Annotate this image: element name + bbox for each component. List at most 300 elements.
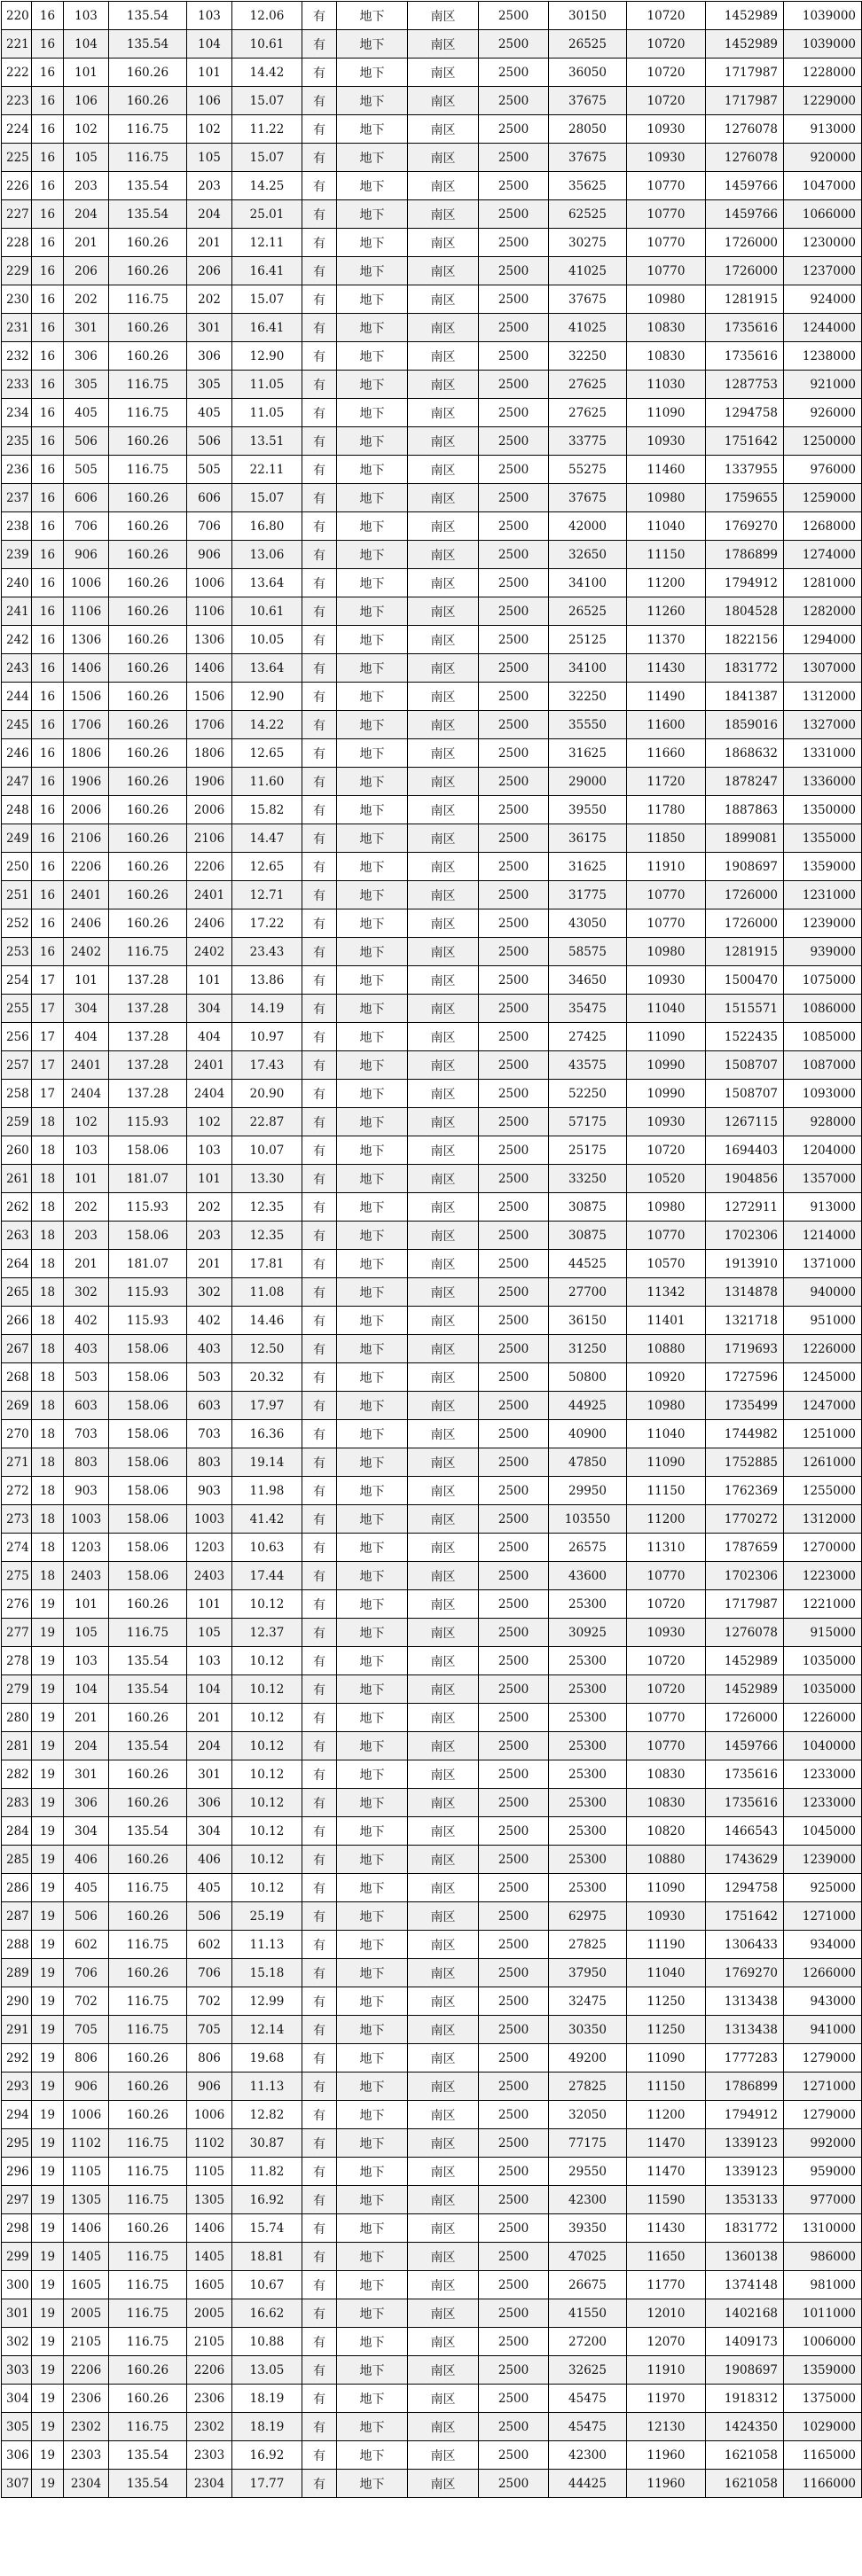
fee-total-cell: 29000 [549, 768, 627, 796]
building-cell: 19 [32, 2044, 64, 2073]
room-cell: 705 [64, 2016, 109, 2044]
table-row [2, 427, 862, 456]
room-area-cell: 137.28 [109, 995, 187, 1023]
total-price-cell: 1336000 [784, 768, 862, 796]
table-row [2, 115, 862, 144]
parking-no-cell: 1306 [187, 626, 232, 654]
parking-no-cell: 705 [187, 2016, 232, 2044]
has-parking-cell: 有 [302, 1675, 337, 1704]
row-index-cell: 274 [2, 1534, 32, 1562]
location-cell: 地下 [337, 2016, 408, 2044]
unit-total-cell: 1726000 [706, 1704, 784, 1732]
unit-price-cell: 10720 [627, 87, 706, 115]
parking-no-cell: 406 [187, 1846, 232, 1874]
zone-cell: 南区 [408, 739, 479, 768]
room-cell: 304 [64, 1817, 109, 1846]
building-cell: 19 [32, 2073, 64, 2101]
location-cell: 地下 [337, 1562, 408, 1590]
row-index-cell: 229 [2, 257, 32, 285]
building-cell: 19 [32, 1675, 64, 1704]
building-cell: 16 [32, 824, 64, 853]
unit-price-cell: 10990 [627, 1080, 706, 1108]
room-cell: 403 [64, 1335, 109, 1363]
has-parking-cell: 有 [302, 1987, 337, 2016]
unit-price-cell: 11250 [627, 2016, 706, 2044]
unit-fee-cell: 2500 [479, 1846, 549, 1874]
row-index-cell: 260 [2, 1136, 32, 1165]
unit-price-cell: 10830 [627, 1789, 706, 1817]
unit-fee-cell: 2500 [479, 1874, 549, 1902]
room-area-cell: 160.26 [109, 2356, 187, 2385]
room-area-cell: 160.26 [109, 512, 187, 541]
fee-total-cell: 37675 [549, 484, 627, 512]
row-index-cell: 226 [2, 172, 32, 200]
parking-area-cell: 12.11 [232, 229, 302, 257]
unit-total-cell: 1314878 [706, 1278, 784, 1307]
unit-total-cell: 1908697 [706, 2356, 784, 2385]
location-cell: 地下 [337, 824, 408, 853]
zone-cell: 南区 [408, 1647, 479, 1675]
row-index-cell: 283 [2, 1789, 32, 1817]
location-cell: 地下 [337, 597, 408, 626]
location-cell: 地下 [337, 853, 408, 881]
room-cell: 2302 [64, 2413, 109, 2441]
row-index-cell: 289 [2, 1959, 32, 1987]
room-area-cell: 116.75 [109, 399, 187, 427]
unit-total-cell: 1769270 [706, 1959, 784, 1987]
has-parking-cell: 有 [302, 314, 337, 342]
location-cell: 地下 [337, 768, 408, 796]
room-cell: 2106 [64, 824, 109, 853]
row-index-cell: 295 [2, 2129, 32, 2158]
unit-total-cell: 1831772 [706, 2214, 784, 2243]
location-cell: 地下 [337, 342, 408, 371]
fee-total-cell: 35550 [549, 711, 627, 739]
unit-price-cell: 11342 [627, 1278, 706, 1307]
unit-price-cell: 10990 [627, 1051, 706, 1080]
location-cell: 地下 [337, 1250, 408, 1278]
location-cell: 地下 [337, 200, 408, 229]
location-cell: 地下 [337, 2, 408, 30]
parking-area-cell: 25.01 [232, 200, 302, 229]
zone-cell: 南区 [408, 427, 479, 456]
row-index-cell: 290 [2, 1987, 32, 2016]
total-price-cell: 1294000 [784, 626, 862, 654]
table-row [2, 796, 862, 824]
room-cell: 106 [64, 87, 109, 115]
room-area-cell: 116.75 [109, 1931, 187, 1959]
has-parking-cell: 有 [302, 1363, 337, 1392]
room-area-cell: 116.75 [109, 1619, 187, 1647]
room-area-cell: 116.75 [109, 938, 187, 966]
total-price-cell: 925000 [784, 1874, 862, 1902]
unit-fee-cell: 2500 [479, 342, 549, 371]
has-parking-cell: 有 [302, 1420, 337, 1448]
zone-cell: 南区 [408, 626, 479, 654]
table-row [2, 1619, 862, 1647]
has-parking-cell: 有 [302, 2129, 337, 2158]
room-cell: 306 [64, 1789, 109, 1817]
fee-total-cell: 55275 [549, 456, 627, 484]
unit-total-cell: 1294758 [706, 399, 784, 427]
has-parking-cell: 有 [302, 1874, 337, 1902]
location-cell: 地下 [337, 1023, 408, 1051]
fee-total-cell: 26575 [549, 1534, 627, 1562]
room-area-cell: 116.75 [109, 1874, 187, 1902]
room-cell: 1506 [64, 683, 109, 711]
unit-price-cell: 11910 [627, 853, 706, 881]
parking-no-cell: 2206 [187, 853, 232, 881]
parking-no-cell: 305 [187, 371, 232, 399]
unit-fee-cell: 2500 [479, 1619, 549, 1647]
unit-fee-cell: 2500 [479, 257, 549, 285]
parking-area-cell: 16.92 [232, 2441, 302, 2470]
zone-cell: 南区 [408, 1505, 479, 1534]
row-index-cell: 263 [2, 1222, 32, 1250]
zone-cell: 南区 [408, 1789, 479, 1817]
table-row [2, 824, 862, 853]
room-area-cell: 160.26 [109, 2044, 187, 2073]
table-row [2, 1789, 862, 1817]
room-cell: 102 [64, 1108, 109, 1136]
table-row [2, 1448, 862, 1477]
unit-total-cell: 1459766 [706, 172, 784, 200]
unit-fee-cell: 2500 [479, 1136, 549, 1165]
unit-total-cell: 1515571 [706, 995, 784, 1023]
room-cell: 2206 [64, 2356, 109, 2385]
table-row [2, 30, 862, 59]
room-area-cell: 116.75 [109, 2413, 187, 2441]
parking-area-cell: 41.42 [232, 1505, 302, 1534]
unit-price-cell: 11770 [627, 2271, 706, 2299]
building-cell: 16 [32, 796, 64, 824]
table-row [2, 2385, 862, 2413]
parking-no-cell: 304 [187, 995, 232, 1023]
unit-price-cell: 10720 [627, 2, 706, 30]
zone-cell: 南区 [408, 1477, 479, 1505]
unit-total-cell: 1272911 [706, 1193, 784, 1222]
parking-area-cell: 13.64 [232, 654, 302, 683]
total-price-cell: 1281000 [784, 569, 862, 597]
unit-total-cell: 1717987 [706, 87, 784, 115]
parking-area-cell: 12.14 [232, 2016, 302, 2044]
unit-price-cell: 11660 [627, 739, 706, 768]
row-index-cell: 307 [2, 2470, 32, 2498]
location-cell: 地下 [337, 2044, 408, 2073]
unit-total-cell: 1787659 [706, 1534, 784, 1562]
location-cell: 地下 [337, 2356, 408, 2385]
zone-cell: 南区 [408, 938, 479, 966]
room-cell: 1003 [64, 1505, 109, 1534]
fee-total-cell: 32250 [549, 683, 627, 711]
total-price-cell: 1375000 [784, 2385, 862, 2413]
location-cell: 地下 [337, 1420, 408, 1448]
building-cell: 16 [32, 881, 64, 909]
room-area-cell: 181.07 [109, 1250, 187, 1278]
unit-fee-cell: 2500 [479, 512, 549, 541]
zone-cell: 南区 [408, 1448, 479, 1477]
has-parking-cell: 有 [302, 541, 337, 569]
parking-no-cell: 2401 [187, 1051, 232, 1080]
room-area-cell: 158.06 [109, 1505, 187, 1534]
table-row [2, 569, 862, 597]
parking-area-cell: 19.68 [232, 2044, 302, 2073]
parking-no-cell: 202 [187, 1193, 232, 1222]
location-cell: 地下 [337, 1987, 408, 2016]
room-cell: 103 [64, 1136, 109, 1165]
total-price-cell: 1307000 [784, 654, 862, 683]
row-index-cell: 259 [2, 1108, 32, 1136]
location-cell: 地下 [337, 144, 408, 172]
unit-price-cell: 10930 [627, 1619, 706, 1647]
location-cell: 地下 [337, 1647, 408, 1675]
zone-cell: 南区 [408, 597, 479, 626]
unit-fee-cell: 2500 [479, 1335, 549, 1363]
room-cell: 302 [64, 1278, 109, 1307]
room-cell: 1605 [64, 2271, 109, 2299]
room-cell: 506 [64, 1902, 109, 1931]
fee-total-cell: 26525 [549, 30, 627, 59]
zone-cell: 南区 [408, 115, 479, 144]
has-parking-cell: 有 [302, 1902, 337, 1931]
table-row [2, 853, 862, 881]
table-row [2, 1959, 862, 1987]
room-area-cell: 116.75 [109, 371, 187, 399]
building-cell: 18 [32, 1448, 64, 1477]
parking-area-cell: 10.61 [232, 597, 302, 626]
table-row [2, 1335, 862, 1363]
parking-area-cell: 12.35 [232, 1193, 302, 1222]
building-cell: 19 [32, 1959, 64, 1987]
zone-cell: 南区 [408, 1392, 479, 1420]
table-row [2, 2441, 862, 2470]
parking-area-cell: 10.67 [232, 2271, 302, 2299]
total-price-cell: 1359000 [784, 2356, 862, 2385]
parking-area-cell: 17.44 [232, 1562, 302, 1590]
zone-cell: 南区 [408, 1363, 479, 1392]
room-area-cell: 160.26 [109, 881, 187, 909]
has-parking-cell: 有 [302, 1250, 337, 1278]
parking-no-cell: 101 [187, 1590, 232, 1619]
row-index-cell: 275 [2, 1562, 32, 1590]
unit-fee-cell: 2500 [479, 399, 549, 427]
has-parking-cell: 有 [302, 597, 337, 626]
parking-no-cell: 1106 [187, 597, 232, 626]
row-index-cell: 305 [2, 2413, 32, 2441]
fee-total-cell: 37675 [549, 285, 627, 314]
building-cell: 16 [32, 626, 64, 654]
fee-total-cell: 42300 [549, 2441, 627, 2470]
table-row [2, 938, 862, 966]
room-area-cell: 115.93 [109, 1108, 187, 1136]
total-price-cell: 1310000 [784, 2214, 862, 2243]
location-cell: 地下 [337, 229, 408, 257]
room-cell: 2406 [64, 909, 109, 938]
table-row [2, 1136, 862, 1165]
has-parking-cell: 有 [302, 2101, 337, 2129]
location-cell: 地下 [337, 626, 408, 654]
unit-fee-cell: 2500 [479, 2158, 549, 2186]
zone-cell: 南区 [408, 1846, 479, 1874]
fee-total-cell: 27200 [549, 2328, 627, 2356]
table-row [2, 1505, 862, 1534]
room-area-cell: 158.06 [109, 1392, 187, 1420]
fee-total-cell: 27425 [549, 1023, 627, 1051]
has-parking-cell: 有 [302, 2214, 337, 2243]
zone-cell: 南区 [408, 1817, 479, 1846]
room-cell: 506 [64, 427, 109, 456]
total-price-cell: 1204000 [784, 1136, 862, 1165]
zone-cell: 南区 [408, 2441, 479, 2470]
unit-total-cell: 1294758 [706, 1874, 784, 1902]
parking-area-cell: 13.86 [232, 966, 302, 995]
building-cell: 16 [32, 371, 64, 399]
total-price-cell: 1040000 [784, 1732, 862, 1760]
fee-total-cell: 62525 [549, 200, 627, 229]
total-price-cell: 1244000 [784, 314, 862, 342]
has-parking-cell: 有 [302, 796, 337, 824]
table-row [2, 1675, 862, 1704]
total-price-cell: 1233000 [784, 1760, 862, 1789]
total-price-cell: 1350000 [784, 796, 862, 824]
location-cell: 地下 [337, 2413, 408, 2441]
row-index-cell: 240 [2, 569, 32, 597]
fee-total-cell: 30275 [549, 229, 627, 257]
fee-total-cell: 29950 [549, 1477, 627, 1505]
unit-price-cell: 12130 [627, 2413, 706, 2441]
building-cell: 19 [32, 1789, 64, 1817]
location-cell: 地下 [337, 2186, 408, 2214]
fee-total-cell: 25300 [549, 1704, 627, 1732]
parking-area-cell: 12.65 [232, 739, 302, 768]
zone-cell: 南区 [408, 59, 479, 87]
parking-no-cell: 602 [187, 1931, 232, 1959]
unit-fee-cell: 2500 [479, 1789, 549, 1817]
room-area-cell: 158.06 [109, 1477, 187, 1505]
parking-no-cell: 301 [187, 1760, 232, 1789]
row-index-cell: 241 [2, 597, 32, 626]
room-cell: 803 [64, 1448, 109, 1477]
unit-total-cell: 1267115 [706, 1108, 784, 1136]
room-cell: 104 [64, 30, 109, 59]
unit-total-cell: 1759655 [706, 484, 784, 512]
table-row [2, 200, 862, 229]
room-area-cell: 137.28 [109, 966, 187, 995]
unit-price-cell: 10520 [627, 1165, 706, 1193]
room-area-cell: 160.26 [109, 683, 187, 711]
room-area-cell: 158.06 [109, 1335, 187, 1363]
total-price-cell: 986000 [784, 2243, 862, 2271]
unit-price-table [1, 1, 862, 2498]
unit-price-cell: 11650 [627, 2243, 706, 2271]
unit-price-cell: 10770 [627, 200, 706, 229]
fee-total-cell: 37675 [549, 87, 627, 115]
table-row [2, 597, 862, 626]
room-cell: 503 [64, 1363, 109, 1392]
fee-total-cell: 25300 [549, 1590, 627, 1619]
unit-fee-cell: 2500 [479, 30, 549, 59]
zone-cell: 南区 [408, 1051, 479, 1080]
table-row [2, 654, 862, 683]
fee-total-cell: 44525 [549, 1250, 627, 1278]
fee-total-cell: 40900 [549, 1420, 627, 1448]
parking-no-cell: 302 [187, 1278, 232, 1307]
unit-price-cell: 10770 [627, 1704, 706, 1732]
building-cell: 16 [32, 2, 64, 30]
zone-cell: 南区 [408, 1534, 479, 1562]
unit-total-cell: 1726000 [706, 229, 784, 257]
table-row [2, 2186, 862, 2214]
zone-cell: 南区 [408, 853, 479, 881]
has-parking-cell: 有 [302, 2016, 337, 2044]
room-area-cell: 158.06 [109, 1420, 187, 1448]
total-price-cell: 1331000 [784, 739, 862, 768]
unit-price-cell: 11150 [627, 541, 706, 569]
has-parking-cell: 有 [302, 1562, 337, 1590]
unit-total-cell: 1770272 [706, 1505, 784, 1534]
room-cell: 101 [64, 59, 109, 87]
fee-total-cell: 32250 [549, 342, 627, 371]
parking-no-cell: 1706 [187, 711, 232, 739]
location-cell: 地下 [337, 711, 408, 739]
unit-total-cell: 1313438 [706, 1987, 784, 2016]
table-row [2, 1647, 862, 1675]
room-cell: 2306 [64, 2385, 109, 2413]
room-area-cell: 116.75 [109, 285, 187, 314]
room-area-cell: 160.26 [109, 853, 187, 881]
unit-price-cell: 11200 [627, 1505, 706, 1534]
room-cell: 1406 [64, 2214, 109, 2243]
parking-area-cell: 17.22 [232, 909, 302, 938]
has-parking-cell: 有 [302, 200, 337, 229]
total-price-cell: 1261000 [784, 1448, 862, 1477]
row-index-cell: 284 [2, 1817, 32, 1846]
unit-fee-cell: 2500 [479, 2385, 549, 2413]
unit-fee-cell: 2500 [479, 371, 549, 399]
room-area-cell: 160.26 [109, 1959, 187, 1987]
unit-price-cell: 11250 [627, 1987, 706, 2016]
parking-no-cell: 203 [187, 1222, 232, 1250]
table-row [2, 966, 862, 995]
location-cell: 地下 [337, 1931, 408, 1959]
total-price-cell: 1086000 [784, 995, 862, 1023]
table-row [2, 2158, 862, 2186]
fee-total-cell: 47850 [549, 1448, 627, 1477]
unit-total-cell: 1794912 [706, 569, 784, 597]
has-parking-cell: 有 [302, 1760, 337, 1789]
building-cell: 16 [32, 909, 64, 938]
room-cell: 1405 [64, 2243, 109, 2271]
location-cell: 地下 [337, 1448, 408, 1477]
parking-area-cell: 10.12 [232, 1732, 302, 1760]
room-cell: 405 [64, 399, 109, 427]
room-cell: 201 [64, 1704, 109, 1732]
parking-no-cell: 503 [187, 1363, 232, 1392]
room-area-cell: 135.54 [109, 1732, 187, 1760]
parking-no-cell: 101 [187, 59, 232, 87]
parking-area-cell: 12.06 [232, 2, 302, 30]
unit-fee-cell: 2500 [479, 2186, 549, 2214]
table-row [2, 2328, 862, 2356]
total-price-cell: 1268000 [784, 512, 862, 541]
location-cell: 地下 [337, 1392, 408, 1420]
table-row [2, 1931, 862, 1959]
row-index-cell: 253 [2, 938, 32, 966]
location-cell: 地下 [337, 1307, 408, 1335]
unit-price-cell: 10720 [627, 1136, 706, 1165]
table-row [2, 1250, 862, 1278]
room-area-cell: 137.28 [109, 1023, 187, 1051]
